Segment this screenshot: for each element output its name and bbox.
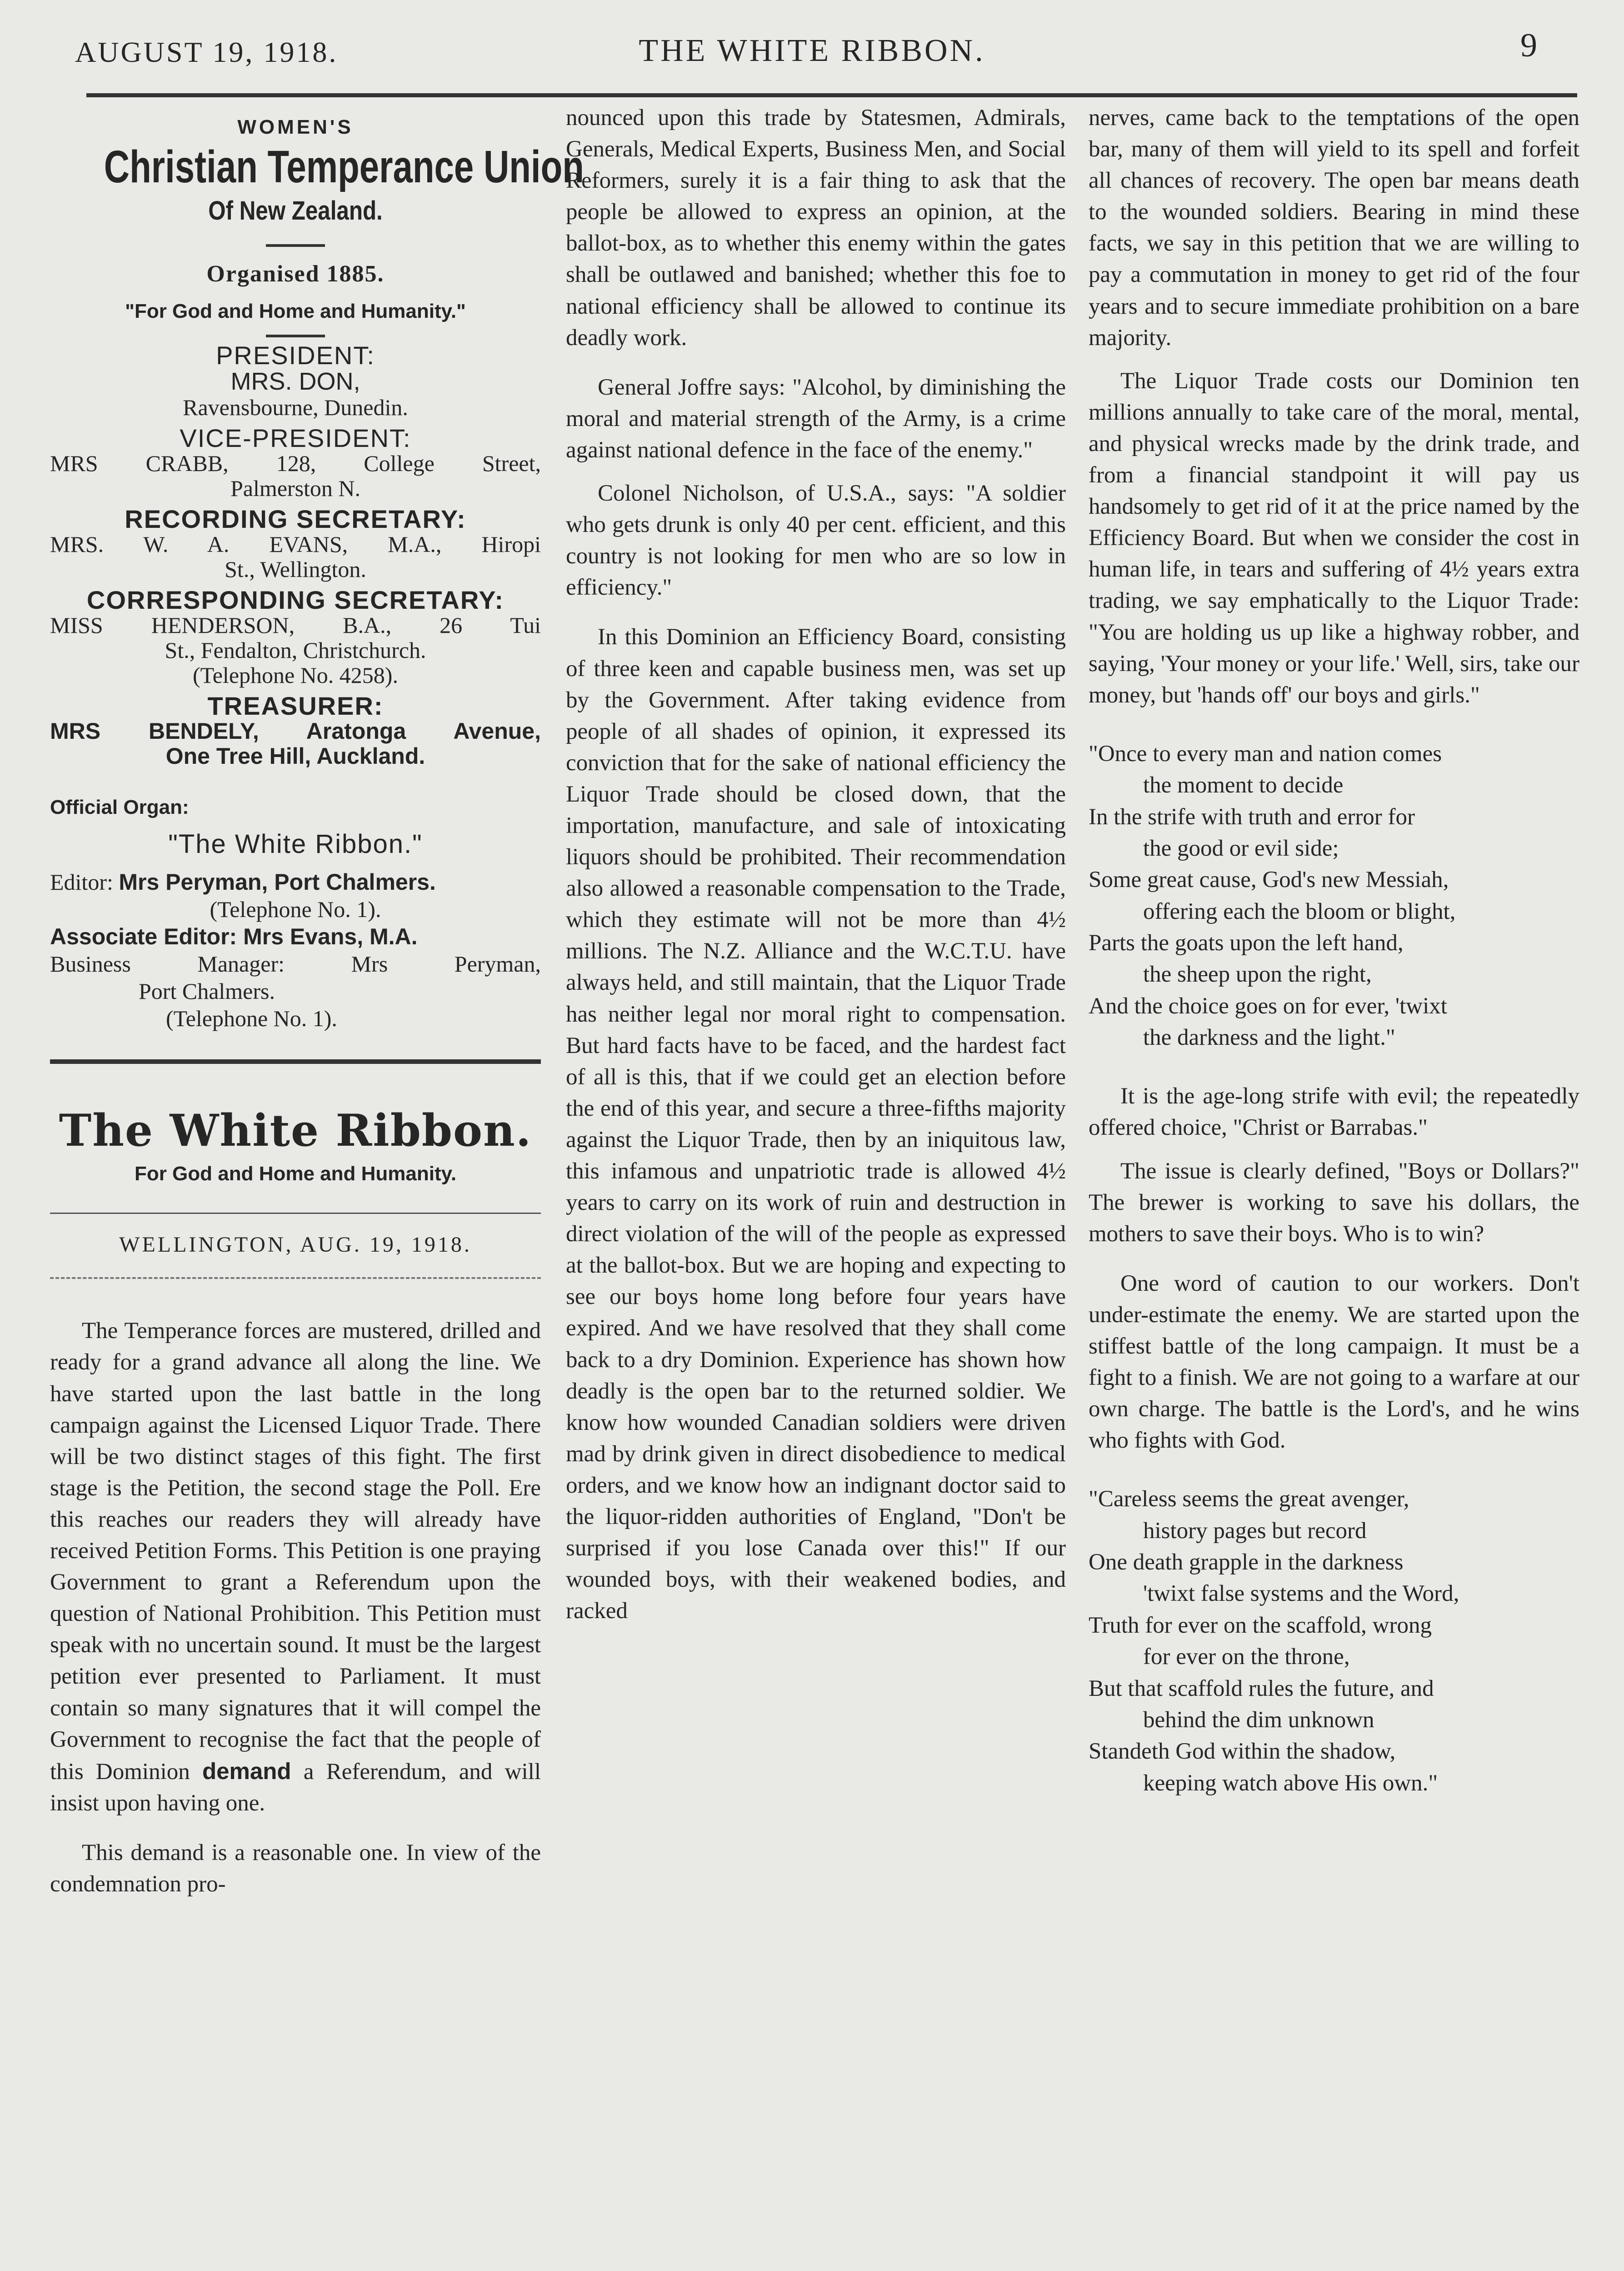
article-paragraph: The Liquor Trade costs our Dominion ten millions annually to take care of the moral, mental, and physical wrecks made by the drink trade, and from a financial standpoint it will pay us handsomely to get rid of it at the price named by the Efficiency Board. But when we consider the cost in human life, in tears and suffering of 4½ years extra trading, we say emphatically to the Liquor Trade: "You are holding us up like a highway robber, and saying, 'Your money or your life.' Well, sirs, take our money, but 'hands off' our boys and girls." xyxy=(1089,368,1579,708)
org-motto: "For God and Home and Humanity." xyxy=(125,300,466,322)
article-paragraph: The Temperance forces are mustered, drilled and ready for a grand advance all along the line. We have started upon the last battle in the long campaign against the Licensed Liquor Trade. There will be two distinct stages of this fight. The first stage is the Petition, the second stage the Poll. Ere this reaches our readers they will already have received Petition Forms. This Petition is one praying Government to grant a Referendum upon the question of National Prohibition. This Petition must speak with no uncertain sound. It must be the largest petition ever presented to Parliament. It must contain so many signatures that it will compel the Government to recognise the fact that the people of this Dominion demand a Referendum, and will insist upon having one. xyxy=(50,1318,541,1816)
poem-line: 'twixt false systems and the Word, xyxy=(1143,1581,1459,1607)
officer-vice-president xyxy=(50,426,541,501)
officer-corresponding-secretary xyxy=(50,587,541,688)
emphasis-demand: demand xyxy=(202,1758,291,1784)
poem-line: Some great cause, God's new Messiah, xyxy=(1089,867,1449,893)
business-manager-name: Mrs Peryman, xyxy=(351,951,541,977)
section-rule xyxy=(50,1059,541,1064)
poem-line: the good or evil side; xyxy=(1143,835,1339,861)
masthead-subtitle: For God and Home and Humanity. xyxy=(134,1163,457,1185)
masthead-title: The White Ribbon. xyxy=(59,1105,532,1157)
office-title: RECORDING SECRETARY: xyxy=(125,505,466,534)
poem-line: Truth for ever on the scaffold, wrong xyxy=(1089,1612,1432,1638)
poem-quote xyxy=(1089,738,1579,1054)
officer-name: MRS CRABB, 128, College Street, xyxy=(50,451,541,476)
officer-address: Ravensbourne, Dunedin. xyxy=(183,395,408,421)
official-organ-label: Official Organ: xyxy=(50,796,189,819)
right-column xyxy=(1089,102,1579,1826)
officer-president xyxy=(50,343,541,420)
poem-line: history pages but record xyxy=(1143,1518,1367,1544)
officer-name: MISS HENDERSON, B.A., 26 Tui xyxy=(50,612,541,638)
org-country: Of New Zealand. xyxy=(208,196,383,226)
poem-line: One death grapple in the darkness xyxy=(1089,1549,1404,1575)
article-paragraph: It is the age-long strife with evil; the repeatedly offered choice, "Christ or Barrabas." xyxy=(1089,1083,1579,1141)
officer-phone: (Telephone No. 4258). xyxy=(193,662,398,688)
article-paragraph: One word of caution to our workers. Don't under-estimate the enemy. We are started upon the stiffest battle of the long campaign. It must be a fight to a finish. We are not going to a warfare at our own charge. The battle is the Lord's, and he wins who fights with God. xyxy=(1089,1270,1579,1454)
org-womens: WOMEN'S xyxy=(237,116,354,138)
org-name: Christian Temperance Union xyxy=(104,141,584,192)
left-column xyxy=(50,102,584,1918)
business-manager-label: Business Manager: xyxy=(50,951,285,977)
business-manager-phone: (Telephone No. 1). xyxy=(166,1006,337,1032)
officer-name: MRS. DON, xyxy=(230,368,360,395)
officer-address: St., Wellington. xyxy=(225,556,366,582)
poem-line: "Careless seems the great avenger, xyxy=(1089,1486,1409,1512)
officer-treasurer xyxy=(50,693,541,769)
divider xyxy=(266,244,325,247)
editor-name: Mrs Peryman, Port Chalmers. xyxy=(119,869,436,895)
officer-name: MRS. W. A. EVANS, M.A., Hiropi xyxy=(50,531,541,557)
middle-column xyxy=(566,102,1066,1645)
officer-address: One Tree Hill, Auckland. xyxy=(165,743,425,769)
poem-line: keeping watch above His own." xyxy=(1143,1770,1438,1796)
article-paragraph: nounced upon this trade by Statesmen, Admirals, Generals, Medical Experts, Business Men, and Social Reformers, surely it is a fair thing to ask that the people be allowed to express an opinion, at the ballot-box, as to whether this enemy within the gates shall be outlawed and banished; whether this foe to national efficiency shall be allowed to continue its deadly work. xyxy=(566,105,1066,351)
article-paragraph: In this Dominion an Efficiency Board, consisting of three keen and capable business men, was set up by the Government. After taking evidence from people of all shades of opinion, it expressed its conviction that for the sake of national efficiency the Liquor Trade should be closed down, that the importation, manufacture, and sale of intoxicating liquors should be prohibited. Their recommendation also allowed a reasonable compensation to the Trade, which they estimate will not be more than 4½ millions. The N.Z. Alliance and the W.C.T.U. have always held, and still maintain, that the Liquor Trade has neither legal nor moral right to compensation. But hard facts have to be faced, and the hardest fact of all is this, that if we could get an election before the end of this year, and secure a three-fifths majority against the Liquor Trade, then by an iniquitous law, this infamous and unpatriotic trade is allowed 4½ years to carry on its work of ruin and destruction in direct violation of the will of the people as expressed at the ballot-box. But we are hoping and expecting to see our boys home long before four years have expired. And we have resolved that they shall come back to a dry Dominion. Experience has shown how deadly is the open bar to the returned soldier. We know how wounded Canadian soldiers were driven mad by drink given in direct disobedience to medical orders, and we know how an indignant doctor said to the liquor-ridden authorities of England, "Don't be surprised if you lose Canada over this!" If our wounded boys, with their weakened bodies, and racked xyxy=(566,624,1066,1624)
editor-phone: (Telephone No. 1). xyxy=(210,897,381,922)
poem-line: "Once to every man and nation comes xyxy=(1089,741,1442,767)
divider xyxy=(266,335,325,337)
org-founded: Organised 1885. xyxy=(206,261,385,287)
dateline-rule xyxy=(50,1277,541,1279)
poem-line: the sheep upon the right, xyxy=(1143,962,1372,988)
editor-label: Editor: xyxy=(50,869,113,895)
header-rule xyxy=(86,93,1577,97)
dateline: WELLINGTON, AUG. 19, 1918. xyxy=(119,1233,472,1257)
poem-quote xyxy=(1089,1484,1579,1799)
business-manager-place: Port Chalmers. xyxy=(139,978,275,1004)
masthead-rule xyxy=(50,1213,541,1214)
associate-editor: Associate Editor: Mrs Evans, M.A. xyxy=(50,924,418,950)
business-manager-line xyxy=(50,950,541,978)
officer-name: MRS BENDELY, Aratonga Avenue, xyxy=(50,718,541,744)
editor-line xyxy=(50,868,541,896)
officer-recording-secretary xyxy=(50,506,541,582)
poem-line: Parts the goats upon the left hand, xyxy=(1089,930,1404,956)
article-paragraph: General Joffre says: "Alcohol, by diminishing the moral and material strength of the Army, is a crime against national defence in the face of the enemy." xyxy=(566,374,1066,463)
poem-line: But that scaffold rules the future, and xyxy=(1089,1675,1434,1701)
poem-line: In the strife with truth and error for xyxy=(1089,804,1415,830)
poem-line: the darkness and the light." xyxy=(1143,1025,1395,1051)
poem-line: And the choice goes on for ever, 'twixt xyxy=(1089,993,1447,1019)
poem-line: offering each the bloom or blight, xyxy=(1143,898,1456,924)
article-paragraph: Colonel Nicholson, of U.S.A., says: "A soldier who gets drunk is only 40 per cent. efficient, and this country is not looking for men who are so low in efficiency." xyxy=(566,481,1066,601)
officer-address: St., Fendalton, Christchurch. xyxy=(165,637,426,663)
office-title: TREASURER: xyxy=(207,692,384,721)
article-paragraph: The issue is clearly defined, "Boys or Dollars?" The brewer is working to save his dollars, the mothers to save their boys. Who is to win? xyxy=(1089,1158,1579,1247)
officer-address: Palmerston N. xyxy=(230,476,361,501)
poem-line: the moment to decide xyxy=(1143,772,1344,798)
poem-line: behind the dim unknown xyxy=(1143,1707,1374,1733)
article-paragraph: nerves, came back to the temptations of the open bar, many of them will yield to its spell and forfeit all chances of recovery. The open bar means death to the wounded soldiers. Bearing in mind these facts, we say in this petition that we are willing to pay a commutation in money to get rid of the four years and to secure immediate prohibition on a bare majority. xyxy=(1089,105,1579,351)
poem-line: for ever on the throne, xyxy=(1143,1644,1350,1670)
poem-line: Standeth God within the shadow, xyxy=(1089,1739,1396,1765)
page-number: 9 xyxy=(1520,27,1537,64)
office-title: PRESIDENT: xyxy=(216,341,375,370)
article-paragraph: This demand is a reasonable one. In view of the condemnation pro- xyxy=(50,1840,541,1897)
header-title: THE WHITE RIBBON. xyxy=(639,33,985,68)
office-title: CORRESPONDING SECRETARY: xyxy=(86,586,505,615)
header-date: AUGUST 19, 1918. xyxy=(75,36,338,68)
official-organ-name: "The White Ribbon." xyxy=(168,829,423,859)
office-title: VICE-PRESIDENT: xyxy=(180,424,411,453)
